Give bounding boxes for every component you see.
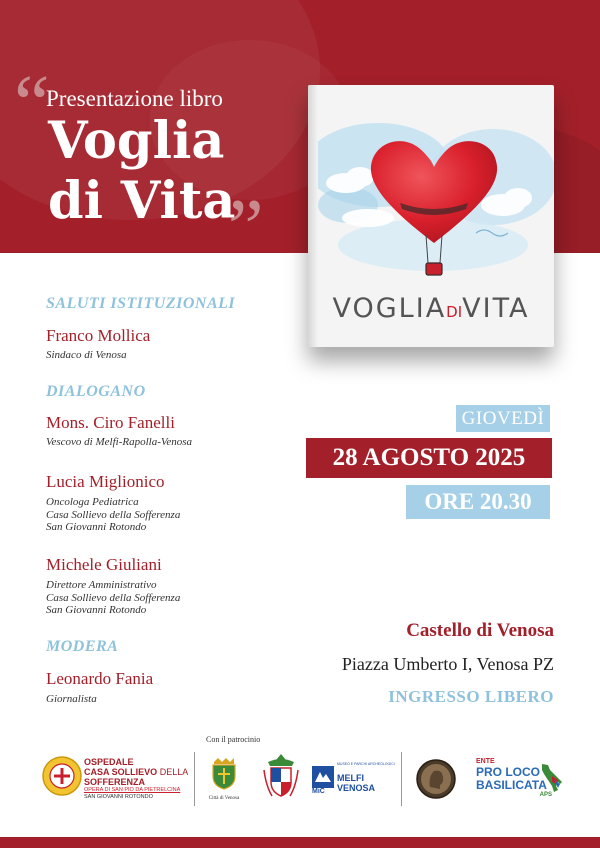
section-heading: DIALOGANO <box>46 383 146 400</box>
open-quote-mark: “ <box>14 60 50 148</box>
museum-small-text: MUSEO E PARCHI ARCHEOLOGICI <box>337 762 395 766</box>
italy-map-icon <box>538 762 566 794</box>
diocese-coat-of-arms-icon <box>262 752 300 802</box>
proloco-line: PRO LOCO <box>476 765 541 779</box>
speaker-role: Giornalista <box>46 693 97 705</box>
proloco-ente: ENTE <box>476 758 495 765</box>
speaker-role: Oncologa Pediatrica <box>46 496 139 508</box>
section-heading: SALUTI ISTITUZIONALI <box>46 295 236 312</box>
hospital-name <box>84 757 194 801</box>
event-venue: Castello di Venosa <box>406 620 554 641</box>
speaker-role: Direttore Amministrativo <box>46 579 157 591</box>
speaker-name: Leonardo Fania <box>46 669 154 688</box>
speaker-role: San Giovanni Rotondo <box>46 604 147 616</box>
event-entry-note: INGRESSO LIBERO <box>388 687 554 706</box>
book-cover-title-part: VOGLIA <box>332 293 447 324</box>
city-name: Città di Venosa <box>208 796 240 801</box>
speaker-role: Casa Sollievo della Sofferenza <box>46 509 181 521</box>
diocese-logo <box>262 752 300 806</box>
proloco-logo <box>476 758 572 799</box>
hospital-line-part: CASA SOLLIEVO <box>84 767 158 777</box>
logo-divider <box>194 752 195 806</box>
proloco-line: BASILICATA <box>476 778 547 792</box>
hospital-line-part: DELLA <box>159 767 189 777</box>
museum-name-line: VENOSA <box>337 783 376 793</box>
speaker-role: San Giovanni Rotondo <box>46 521 147 533</box>
logo-divider <box>401 752 402 806</box>
medallion-logo <box>416 759 456 803</box>
museum-name-line: MELFI <box>337 773 364 783</box>
mic-square-icon <box>312 766 334 788</box>
book-title-line2: di Vita <box>48 171 236 231</box>
speaker-role: Casa Sollievo della Sofferenza <box>46 592 181 604</box>
event-address: Piazza Umberto I, Venosa PZ <box>341 654 554 674</box>
event-time-badge: ORE 20.30 <box>406 485 550 519</box>
close-quote-mark: ” <box>228 184 264 253</box>
hospital-line: SAN GIOVANNI ROTONDO <box>84 794 153 800</box>
book-cover-title-part: DI <box>446 303 463 321</box>
hospital-line: OPERA DI SAN PIO DA PIETRELCINA <box>84 787 181 793</box>
hospital-line: OSPEDALE <box>84 757 134 767</box>
event-subtitle: Presentazione libro <box>46 86 223 111</box>
mic-label: MiC <box>312 788 325 795</box>
hospital-line: SOFFERENZA <box>84 777 146 787</box>
city-logo <box>206 756 242 801</box>
speaker-name: Lucia Miglionico <box>46 472 165 491</box>
speaker-name: Mons. Ciro Fanelli <box>46 413 175 432</box>
book-cover <box>308 85 554 347</box>
hospital-emblem-icon <box>42 756 82 796</box>
book-cover-title <box>308 293 554 324</box>
event-day-badge: GIOVEDÌ <box>456 405 550 432</box>
patronage-label: Con il patrocinio <box>206 735 261 744</box>
hospital-logo <box>42 756 82 800</box>
speaker-role: Sindaco di Venosa <box>46 349 127 361</box>
speaker-name: Franco Mollica <box>46 326 151 345</box>
book-title-line1: Voglia <box>48 111 225 171</box>
speaker-role: Vescovo di Melfi-Rapolla-Venosa <box>46 436 193 448</box>
city-crest-icon <box>210 756 238 790</box>
section-heading: MODERA <box>46 638 119 655</box>
hospital-line <box>84 767 194 777</box>
book-cover-title-part: VITA <box>462 293 530 324</box>
coin-portrait-icon <box>416 759 456 799</box>
bottom-bar <box>0 837 600 848</box>
proloco-aps: APS <box>539 792 552 798</box>
event-date-badge: 28 AGOSTO 2025 <box>306 438 552 478</box>
speaker-name: Michele Giuliani <box>46 555 162 574</box>
